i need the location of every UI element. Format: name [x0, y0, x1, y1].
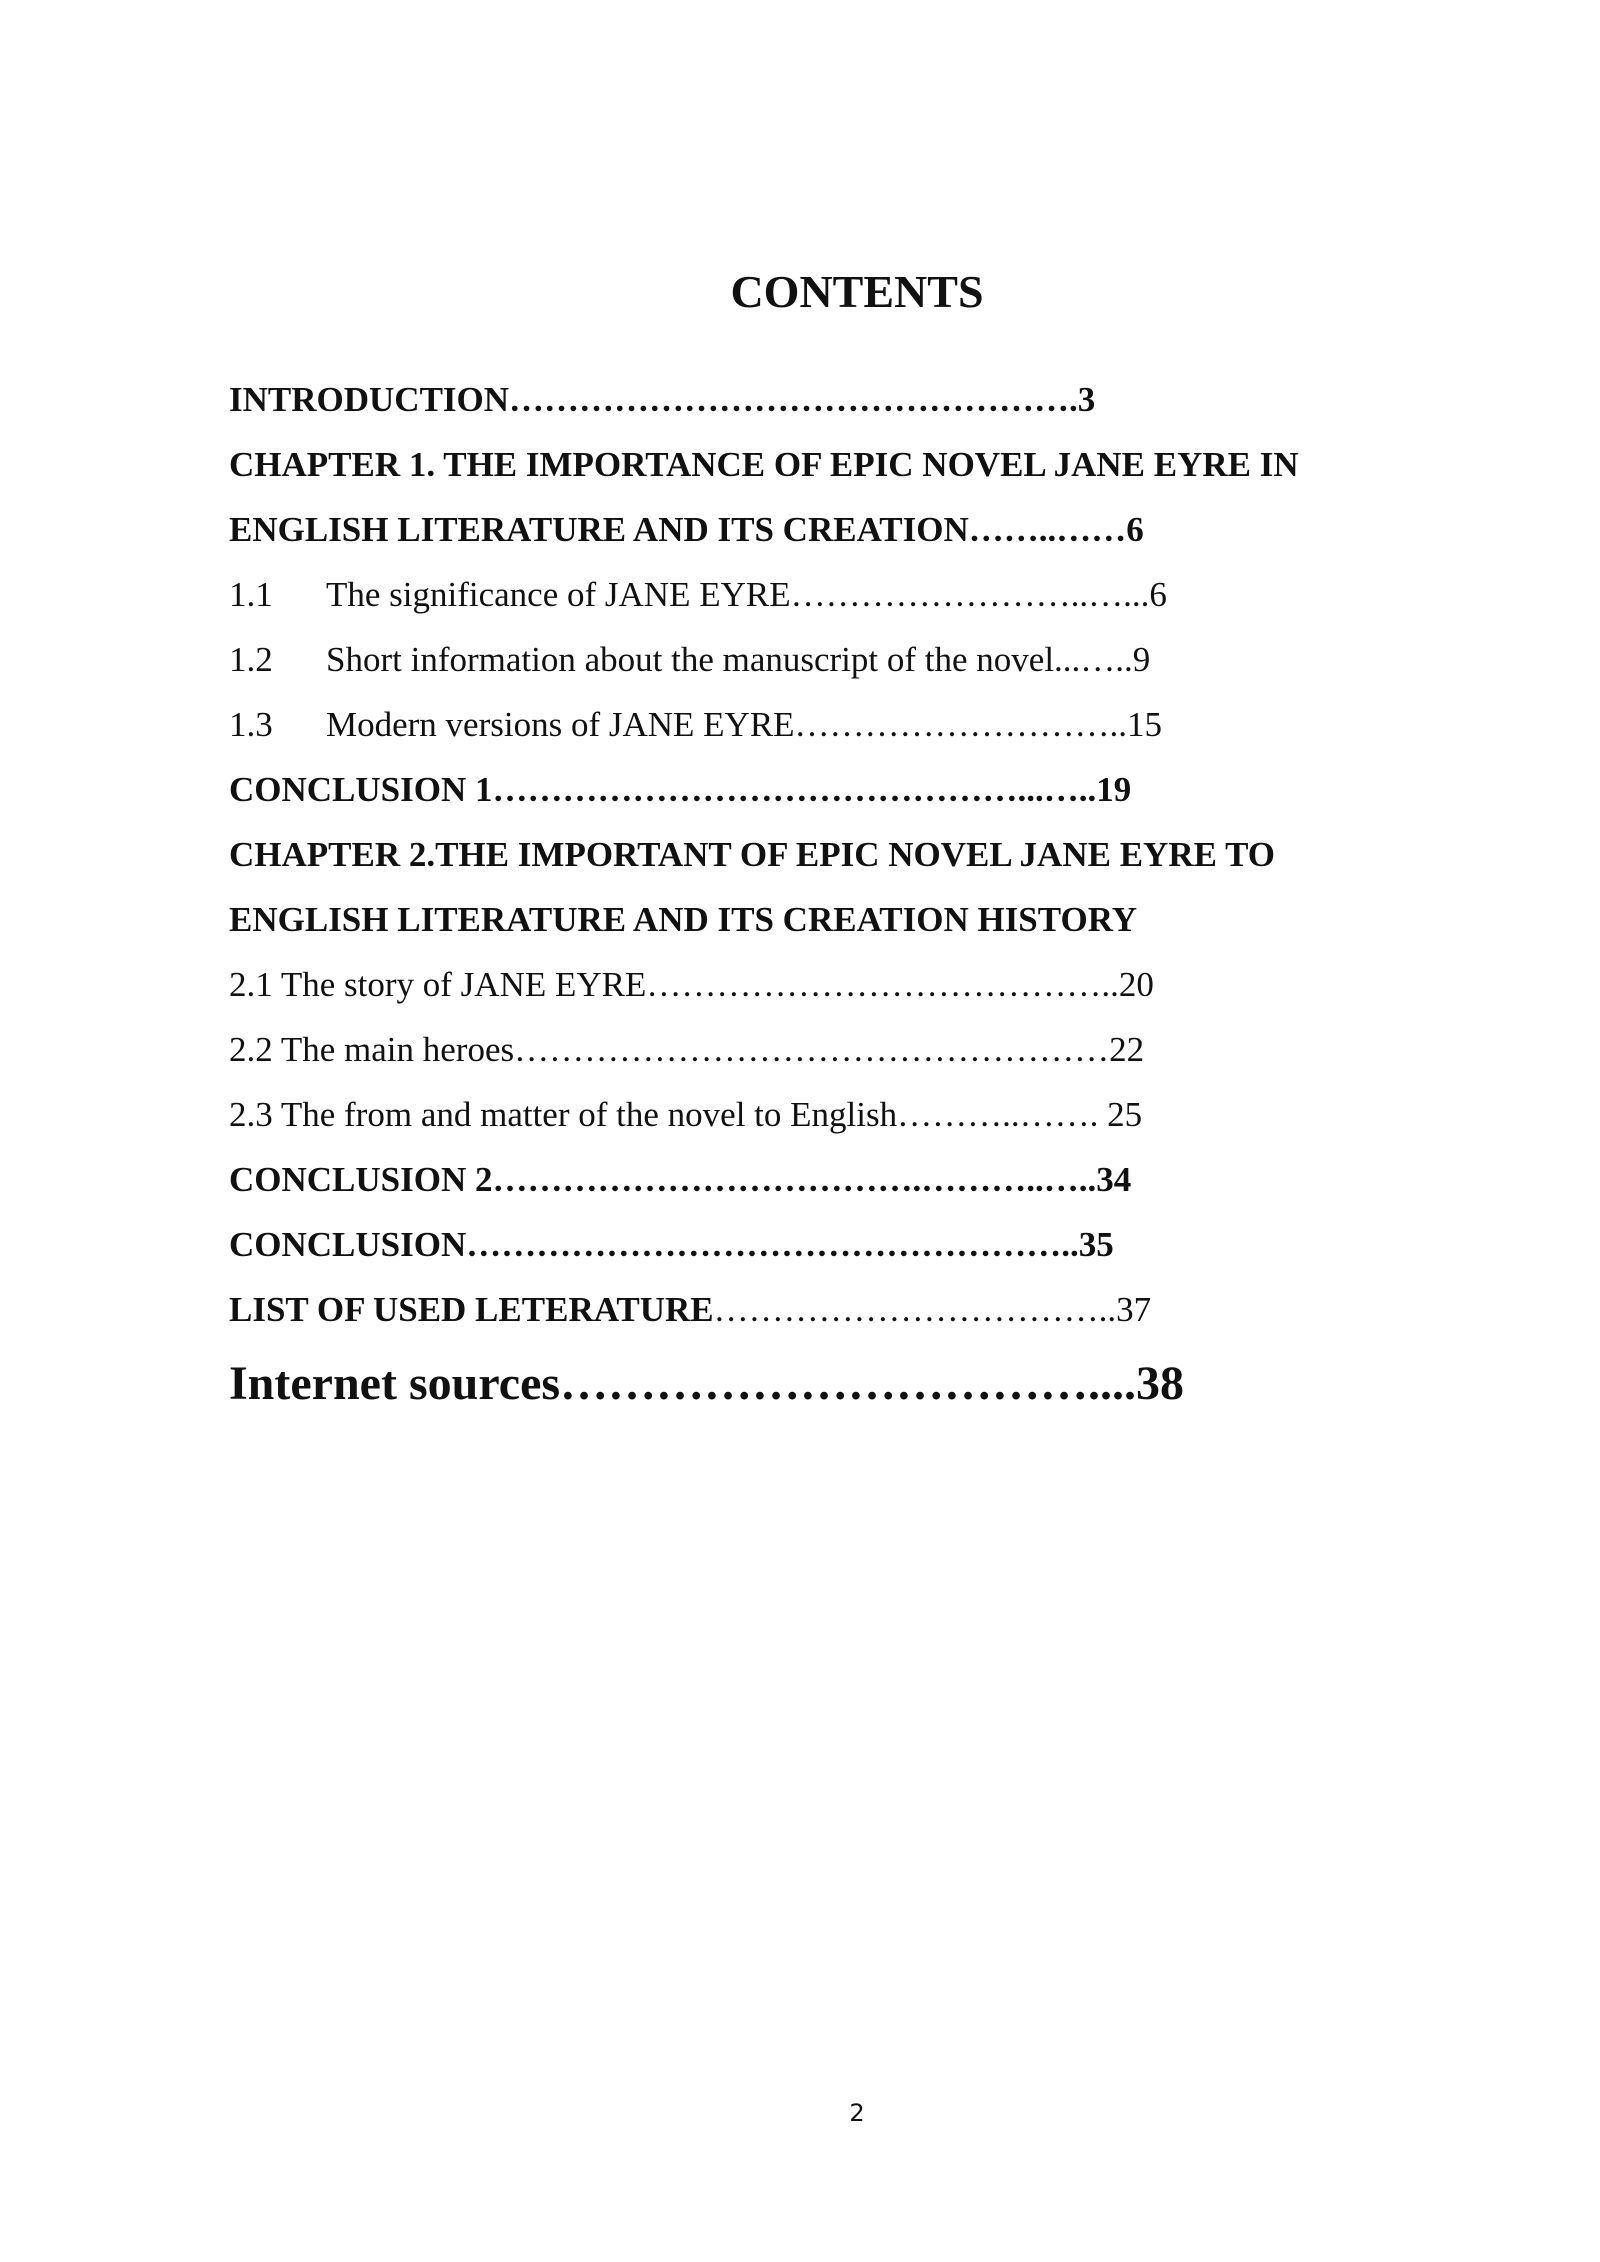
section-title: Modern versions of JANE EYRE………………………..15	[326, 705, 1163, 744]
table-of-contents	[229, 367, 1429, 1424]
toc-entry-conclusion-1: CONCLUSION 1………………………………………...…..19	[229, 770, 1132, 809]
page-number: 2	[849, 2099, 865, 2127]
section-title: The significance of JANE EYRE……………………..…...6	[326, 575, 1167, 614]
literature-page-leader: ……………………………..37	[713, 1290, 1152, 1329]
section-number: 1.1	[229, 575, 273, 614]
toc-entry-section-2-3: 2.3 The from and matter of the novel to English………..……. 25	[229, 1095, 1143, 1134]
section-title: Short information about the manuscript of the novel...…..9	[326, 640, 1151, 679]
section-number: 1.2	[229, 640, 273, 679]
toc-entry-section-1-1	[229, 562, 1429, 627]
page-title: CONTENTS	[730, 266, 984, 317]
toc-entry-internet-sources: Internet sources……………………………....38	[229, 1357, 1185, 1410]
toc-entry-chapter-1-title-continued: ENGLISH LITERATURE AND ITS CREATION……..……6	[229, 510, 1144, 549]
toc-entry-introduction: INTRODUCTION………………………………………….3	[229, 380, 1096, 419]
section-number: 1.3	[229, 705, 273, 744]
toc-entry-section-1-3	[229, 692, 1429, 757]
toc-entry-section-2-2: 2.2 The main heroes……………………………………………22	[229, 1030, 1145, 1069]
toc-entry-section-1-2	[229, 627, 1429, 692]
literature-label: LIST OF USED LETERATURE	[229, 1290, 714, 1329]
toc-entry-chapter-2-title: CHAPTER 2.THE IMPORTANT OF EPIC NOVEL JANE EYRE TO	[229, 835, 1276, 874]
toc-entry-conclusion: CONCLUSION……………………………………………..35	[229, 1225, 1114, 1264]
toc-entry-section-2-1: 2.1 The story of JANE EYRE…………………………………..20	[229, 965, 1154, 1004]
toc-entry-list-of-literature	[229, 1277, 1429, 1342]
toc-entry-chapter-1-title: CHAPTER 1. THE IMPORTANCE OF EPIC NOVEL JANE EYRE IN	[229, 445, 1299, 484]
toc-entry-conclusion-2: CONCLUSION 2……………………………….………..…..34	[229, 1160, 1132, 1199]
toc-entry-chapter-2-title-continued: ENGLISH LITERATURE AND ITS CREATION HISTORY	[229, 900, 1138, 939]
